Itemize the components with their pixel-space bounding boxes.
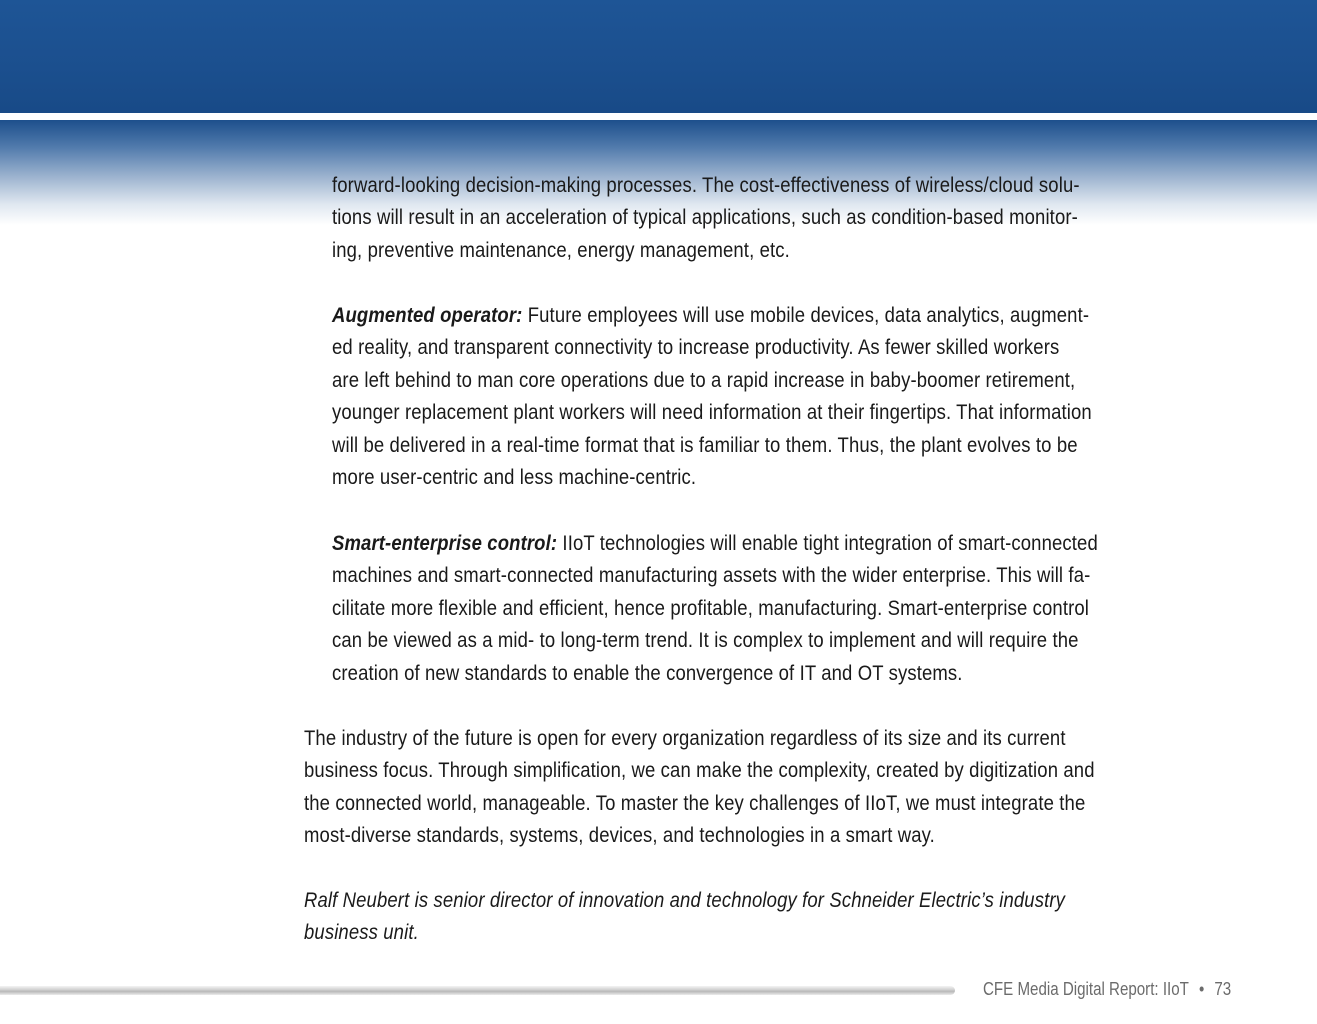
text-line: will be delivered in a real-time format that is familiar to them. Thus, the plant evolves to be [332, 432, 1078, 457]
author-bio [304, 884, 1065, 949]
footer-rule [0, 986, 955, 995]
text-line: ing, preventive maintenance, energy management, etc. [332, 237, 790, 262]
paragraph-intro [332, 169, 1080, 266]
text-line: forward-looking decision-making processes. The cost-effectiveness of wireless/cloud solu- [332, 173, 1080, 197]
lead-in-heading: Smart-enterprise control: [332, 531, 558, 555]
paragraph-augmented-operator [332, 299, 1092, 493]
text-fragment: Future employees will use mobile devices, data analytics, augment- [522, 303, 1090, 327]
text-line: are left behind to man core operations due to a rapid increase in baby-boomer retirement, [332, 367, 1076, 392]
text-line [332, 527, 1098, 559]
text-line [332, 299, 1092, 331]
text-fragment: IIoT technologies will enable tight integration of smart-connected [557, 531, 1098, 555]
text-line: business unit. [304, 920, 419, 945]
text-line: ed reality, and transparent connectivity to increase productivity. As fewer skilled workers [332, 335, 1060, 360]
text-line: creation of new standards to enable the convergence of IT and OT systems. [332, 660, 963, 685]
text-line: The industry of the future is open for every organization regardless of its size and its current [304, 726, 1066, 750]
text-line: younger replacement plant workers will need information at their fingertips. That information [332, 400, 1092, 425]
text-line: business focus. Through simplification, we can make the complexity, created by digitization and [304, 758, 1095, 783]
text-line: more user-centric and less machine-centric. [332, 465, 697, 490]
paragraph-conclusion [304, 722, 1095, 852]
text-line: most-diverse standards, systems, devices, and technologies in a smart way. [304, 823, 935, 848]
text-line: the connected world, manageable. To master the key challenges of IIoT, we must integrate the [304, 790, 1086, 815]
text-line: tions will result in an acceleration of typical applications, such as condition-based monitor- [332, 205, 1078, 230]
paragraph-smart-enterprise-control [332, 527, 1098, 689]
page-number: 73 [1214, 979, 1232, 999]
text-line: cilitate more flexible and efficient, hence profitable, manufacturing. Smart-enterprise control [332, 595, 1090, 620]
lead-in-heading: Augmented operator: [332, 303, 523, 327]
publication-title: CFE Media Digital Report: IIoT [983, 979, 1189, 999]
bullet-separator: • [1198, 979, 1205, 999]
text-line: machines and smart-connected manufacturing assets with the wider enterprise. This will fa- [332, 563, 1091, 588]
text-line: can be viewed as a mid- to long-term trend. It is complex to implement and will require the [332, 628, 1079, 653]
text-line: Ralf Neubert is senior director of innovation and technology for Schneider Electric’s industry [304, 888, 1066, 912]
page-footer [983, 979, 1231, 1000]
